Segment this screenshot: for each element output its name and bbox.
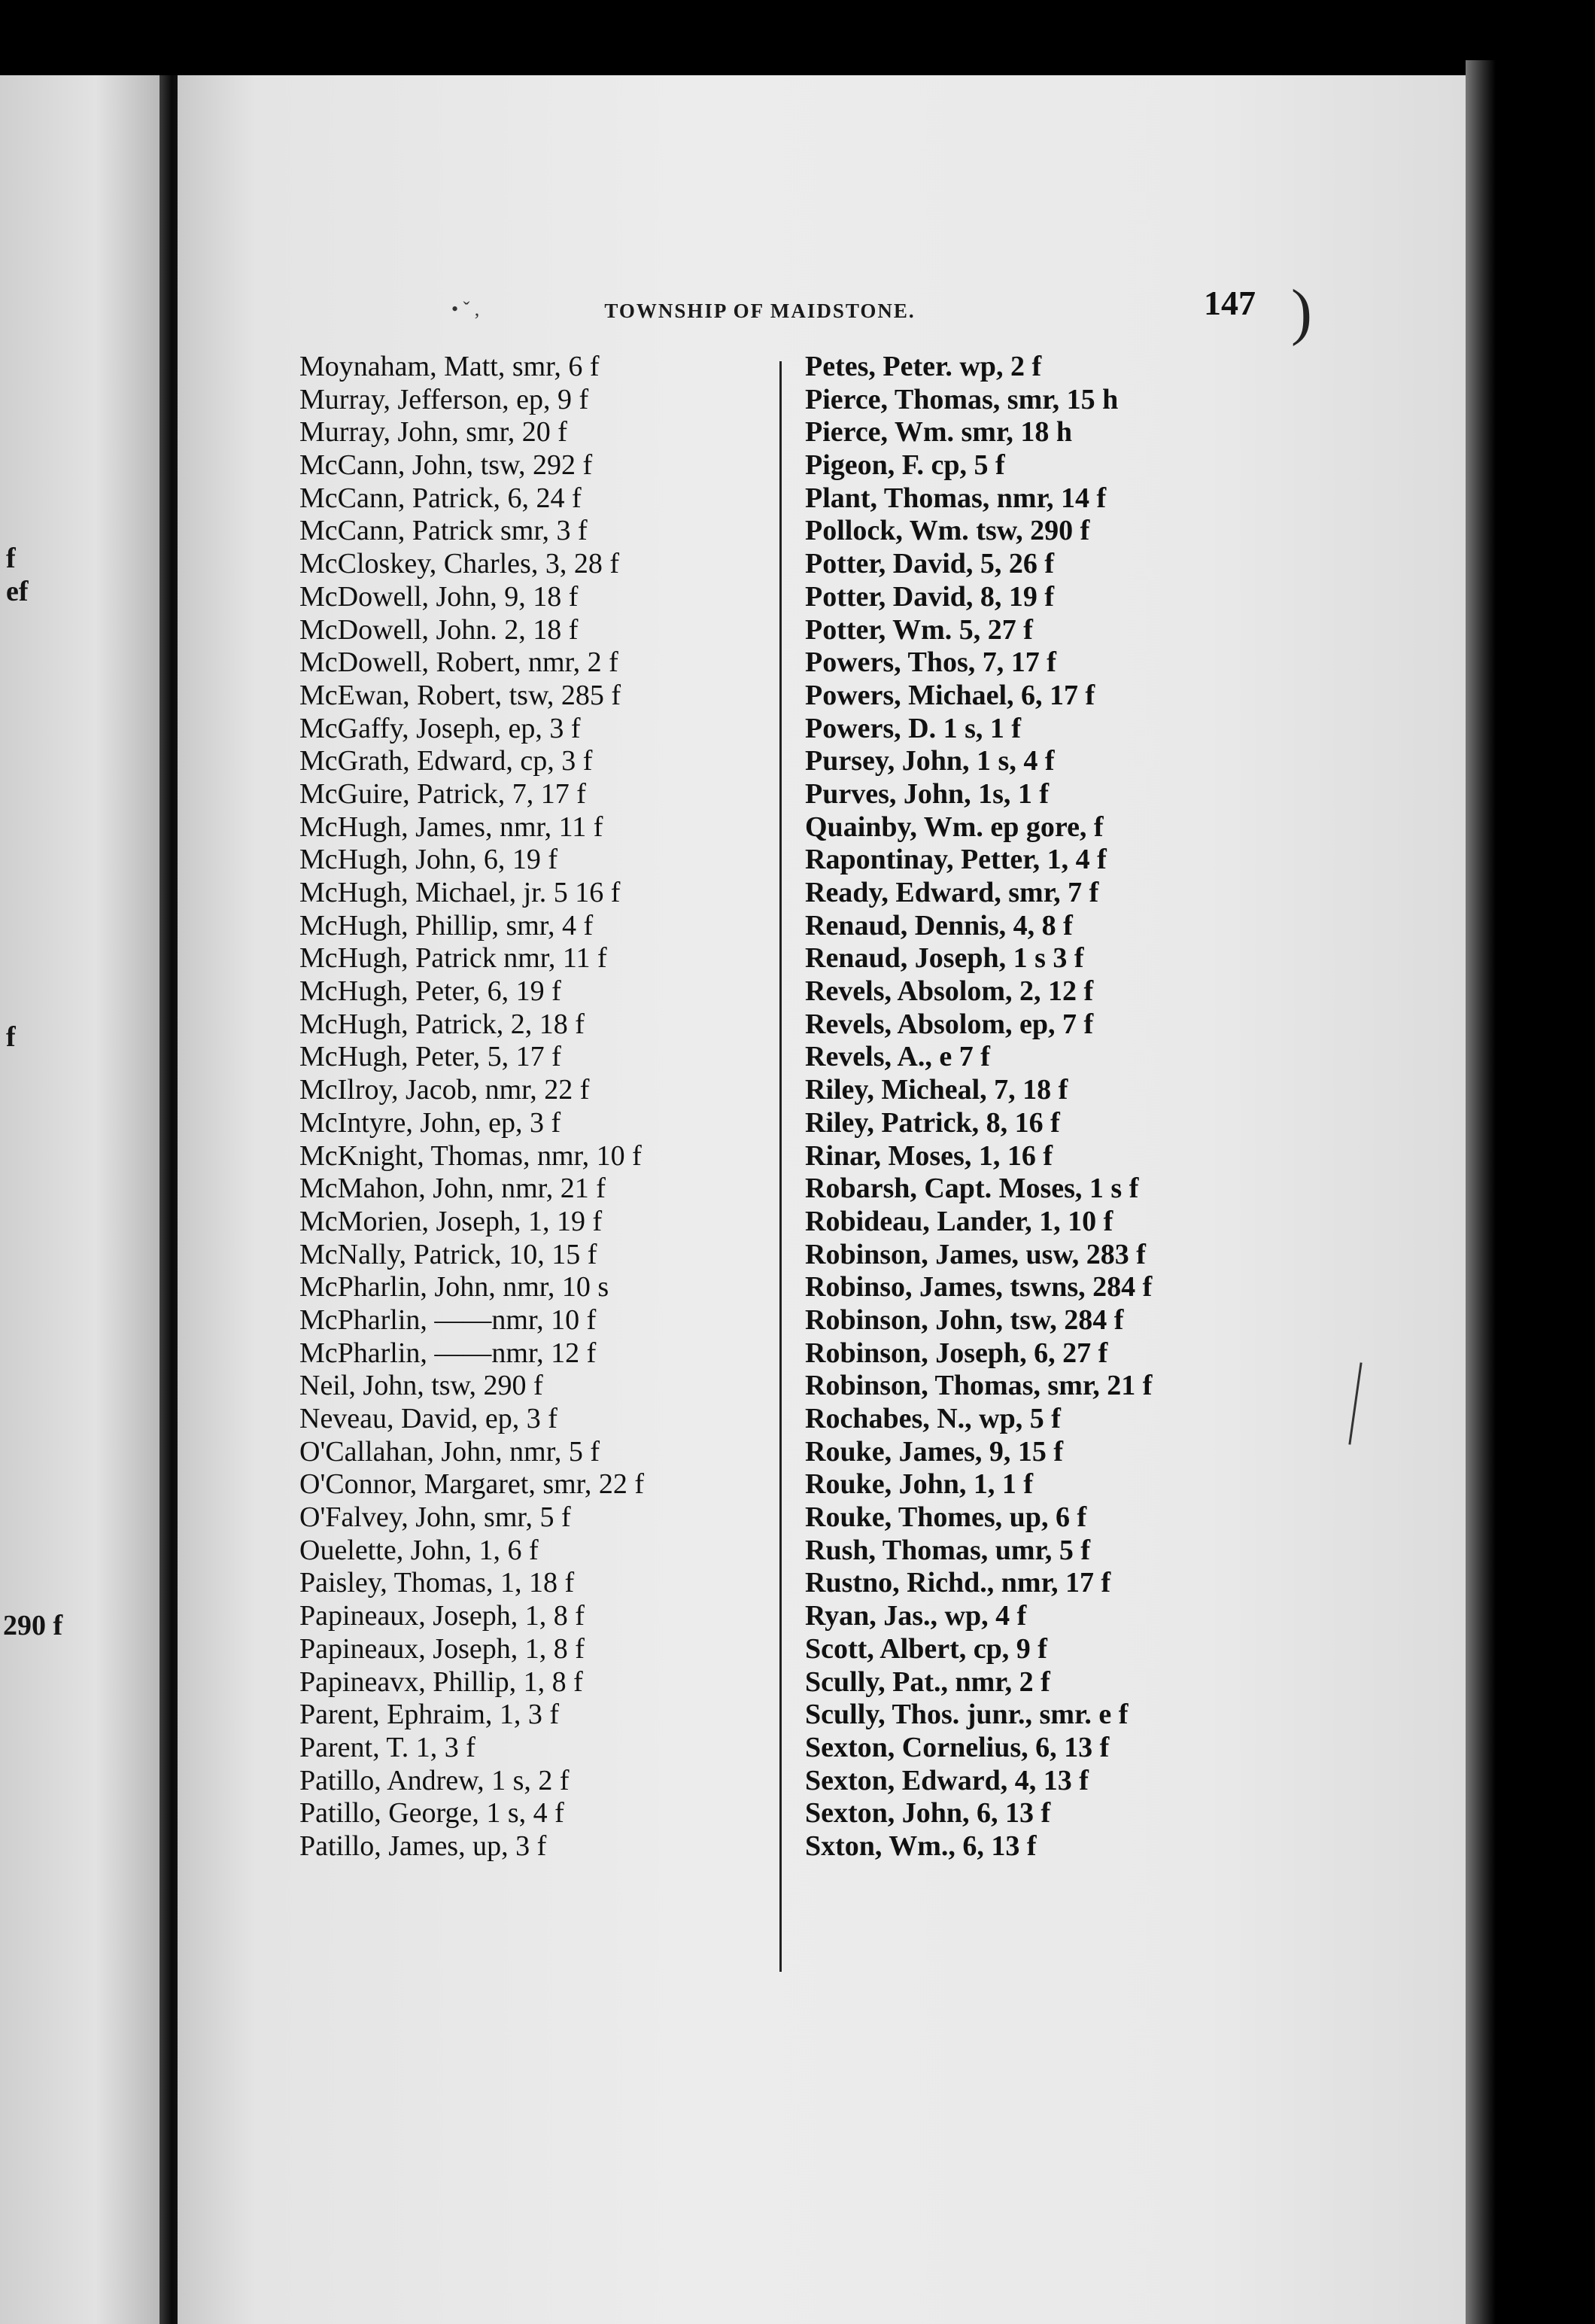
directory-entry: Pollock, Wm. tsw, 290 f	[805, 515, 1090, 547]
directory-entry: Papineavx, Phillip, 1, 8 f	[299, 1665, 583, 1698]
directory-entry: Robinson, Joseph, 6, 27 f	[805, 1337, 1108, 1369]
directory-entry: Sexton, Edward, 4, 13 f	[805, 1764, 1089, 1796]
directory-entry: Renaud, Dennis, 4, 8 f	[805, 909, 1073, 941]
directory-entry: Patillo, James, up, 3 f	[299, 1830, 547, 1862]
running-head: TOWNSHIP OF MAIDSTONE.	[604, 300, 916, 322]
directory-entry: McHugh, Peter, 6, 19 f	[299, 975, 561, 1008]
directory-entry: Pierce, Thomas, smr, 15 h	[805, 383, 1119, 415]
directory-entry: McHugh, Michael, jr. 5 16 f	[299, 877, 621, 908]
directory-entry: Powers, Thos, 7, 17 f	[805, 646, 1056, 679]
page-number: 147	[1204, 284, 1256, 322]
previous-page-fragment: f	[6, 543, 16, 574]
directory-entry: Revels, Absolom, 2, 12 f	[805, 975, 1094, 1008]
directory-entry: Ryan, Jas., wp, 4 f	[805, 1600, 1027, 1632]
directory-entry: O'Connor, Margaret, smr, 22 f	[299, 1468, 644, 1501]
directory-entry: McMahon, John, nmr, 21 f	[299, 1173, 606, 1205]
directory-entry: Purves, John, 1s, 1 f	[805, 777, 1050, 810]
directory-entry: Parent, Ephraim, 1, 3 f	[299, 1699, 560, 1731]
directory-entry: McIntyre, John, ep, 3 f	[299, 1106, 561, 1139]
directory-entry: Robinson, John, tsw, 284 f	[805, 1303, 1124, 1336]
directory-entry: Robinson, James, usw, 283 f	[805, 1238, 1146, 1270]
directory-entry: McPharlin, ——nmr, 10 f	[299, 1303, 597, 1336]
directory-entry: Moynaham, Matt, smr, 6 f	[299, 351, 600, 382]
column-rule	[779, 361, 782, 1972]
previous-page-edge	[0, 75, 160, 2324]
directory-entry: McEwan, Robert, tsw, 285 f	[299, 679, 621, 711]
directory-entry: McCann, Patrick, 6, 24 f	[299, 482, 582, 514]
directory-entry: Scully, Thos. junr., smr. e f	[805, 1699, 1129, 1731]
directory-entry: Pierce, Wm. smr, 18 h	[805, 416, 1072, 449]
directory-entry: McCann, Patrick smr, 3 f	[299, 515, 588, 547]
directory-entry: Rustno, Richd., nmr, 17 f	[805, 1567, 1111, 1599]
directory-entry: Robinso, James, tswns, 284 f	[805, 1271, 1153, 1303]
directory-entry: Rinar, Moses, 1, 16 f	[805, 1139, 1053, 1172]
directory-entry: Scott, Albert, cp, 9 f	[805, 1632, 1047, 1665]
directory-entry: Renaud, Joseph, 1 s 3 f	[805, 942, 1084, 975]
directory-entry: McPharlin, ——nmr, 12 f	[299, 1337, 597, 1369]
directory-entry: Ouelette, John, 1, 6 f	[299, 1534, 539, 1566]
directory-entry: McDowell, John, 9, 18 f	[299, 580, 579, 613]
directory-entry: Sxton, Wm., 6, 13 f	[805, 1830, 1037, 1862]
directory-entry: Murray, John, smr, 20 f	[299, 416, 567, 449]
directory-entry: Quainby, Wm. ep gore, f	[805, 811, 1104, 843]
previous-page-fragment: ef	[6, 576, 29, 607]
directory-entry: Papineaux, Joseph, 1, 8 f	[299, 1632, 585, 1665]
directory-entry: Potter, David, 8, 19 f	[805, 580, 1055, 613]
directory-entry: Rapontinay, Petter, 1, 4 f	[805, 844, 1107, 876]
directory-entry: Robideau, Lander, 1, 10 f	[805, 1205, 1113, 1237]
directory-entry: O'Callahan, John, nmr, 5 f	[299, 1435, 600, 1468]
directory-entry: McHugh, John, 6, 19 f	[299, 844, 558, 876]
page-edge-shadow	[1466, 60, 1496, 2324]
directory-entry: Powers, D. 1 s, 1 f	[805, 712, 1022, 744]
directory-entry: Potter, David, 5, 26 f	[805, 548, 1055, 580]
directory-entry: Rush, Thomas, umr, 5 f	[805, 1534, 1091, 1566]
previous-page-fragment: f	[6, 1021, 16, 1053]
left-column	[299, 351, 781, 1863]
previous-page-fragment: 290 f	[3, 1610, 63, 1641]
directory-entry: Rouke, John, 1, 1 f	[805, 1468, 1033, 1501]
directory-entry: Robinson, Thomas, smr, 21 f	[805, 1370, 1153, 1402]
handwritten-bracket-mark: )	[1291, 277, 1312, 347]
directory-entry: McHugh, Patrick, 2, 18 f	[299, 1008, 585, 1040]
directory-entry: Papineaux, Joseph, 1, 8 f	[299, 1600, 585, 1632]
directory-entry: McGaffy, Joseph, ep, 3 f	[299, 712, 581, 744]
directory-entry: Parent, T. 1, 3 f	[299, 1731, 475, 1763]
directory-entry: Revels, A., e 7 f	[805, 1041, 990, 1073]
directory-entry: Powers, Michael, 6, 17 f	[805, 679, 1095, 711]
directory-entry: Petes, Peter. wp, 2 f	[805, 351, 1042, 382]
directory-entry: Scully, Pat., nmr, 2 f	[805, 1665, 1050, 1698]
directory-entry: Neil, John, tsw, 290 f	[299, 1370, 543, 1402]
directory-entry: Pigeon, F. cp, 5 f	[805, 449, 1005, 482]
ink-marks: • ˇ ,	[451, 298, 480, 320]
directory-entry: Sexton, John, 6, 13 f	[805, 1797, 1051, 1830]
directory-entry: Paisley, Thomas, 1, 18 f	[299, 1567, 575, 1599]
directory-entry: Riley, Patrick, 8, 16 f	[805, 1106, 1060, 1139]
directory-entry: Rouke, Thomes, up, 6 f	[805, 1501, 1087, 1534]
directory-entry: Riley, Micheal, 7, 18 f	[805, 1074, 1068, 1106]
directory-entry: Pursey, John, 1 s, 4 f	[805, 745, 1055, 777]
directory-entry: McGuire, Patrick, 7, 17 f	[299, 777, 586, 810]
directory-entry: McKnight, Thomas, nmr, 10 f	[299, 1139, 642, 1172]
directory-entry: McMorien, Joseph, 1, 19 f	[299, 1205, 603, 1237]
directory-entry: Sexton, Cornelius, 6, 13 f	[805, 1731, 1110, 1763]
directory-entry: McDowell, John. 2, 18 f	[299, 613, 579, 646]
directory-entry: McPharlin, John, nmr, 10 s	[299, 1271, 609, 1303]
directory-entry: Revels, Absolom, ep, 7 f	[805, 1008, 1094, 1040]
directory-entry: O'Falvey, John, smr, 5 f	[299, 1501, 571, 1534]
directory-entry: Potter, Wm. 5, 27 f	[805, 613, 1033, 646]
directory-entry: McCloskey, Charles, 3, 28 f	[299, 548, 619, 580]
directory-entry: Plant, Thomas, nmr, 14 f	[805, 482, 1107, 514]
directory-entry: Neveau, David, ep, 3 f	[299, 1403, 557, 1434]
directory-entry: McGrath, Edward, cp, 3 f	[299, 745, 593, 777]
directory-entry: Ready, Edward, smr, 7 f	[805, 877, 1099, 908]
directory-entry: McHugh, James, nmr, 11 f	[299, 811, 603, 843]
directory-entry: Robarsh, Capt. Moses, 1 s f	[805, 1173, 1139, 1205]
directory-entry: McHugh, Peter, 5, 17 f	[299, 1041, 561, 1073]
directory-entry: McCann, John, tsw, 292 f	[299, 449, 593, 482]
directory-entry: McIlroy, Jacob, nmr, 22 f	[299, 1074, 590, 1106]
right-column	[805, 351, 1264, 1863]
directory-entry: Rochabes, N., wp, 5 f	[805, 1403, 1061, 1434]
directory-entry: Patillo, Andrew, 1 s, 2 f	[299, 1764, 570, 1796]
directory-entry: McNally, Patrick, 10, 15 f	[299, 1238, 597, 1270]
directory-entry: Patillo, George, 1 s, 4 f	[299, 1797, 564, 1830]
directory-entry: McHugh, Patrick nmr, 11 f	[299, 942, 607, 975]
directory-entry: McDowell, Robert, nmr, 2 f	[299, 646, 618, 679]
directory-entry: Murray, Jefferson, ep, 9 f	[299, 383, 589, 415]
directory-entry: McHugh, Phillip, smr, 4 f	[299, 909, 594, 941]
directory-entry: Rouke, James, 9, 15 f	[805, 1435, 1064, 1468]
